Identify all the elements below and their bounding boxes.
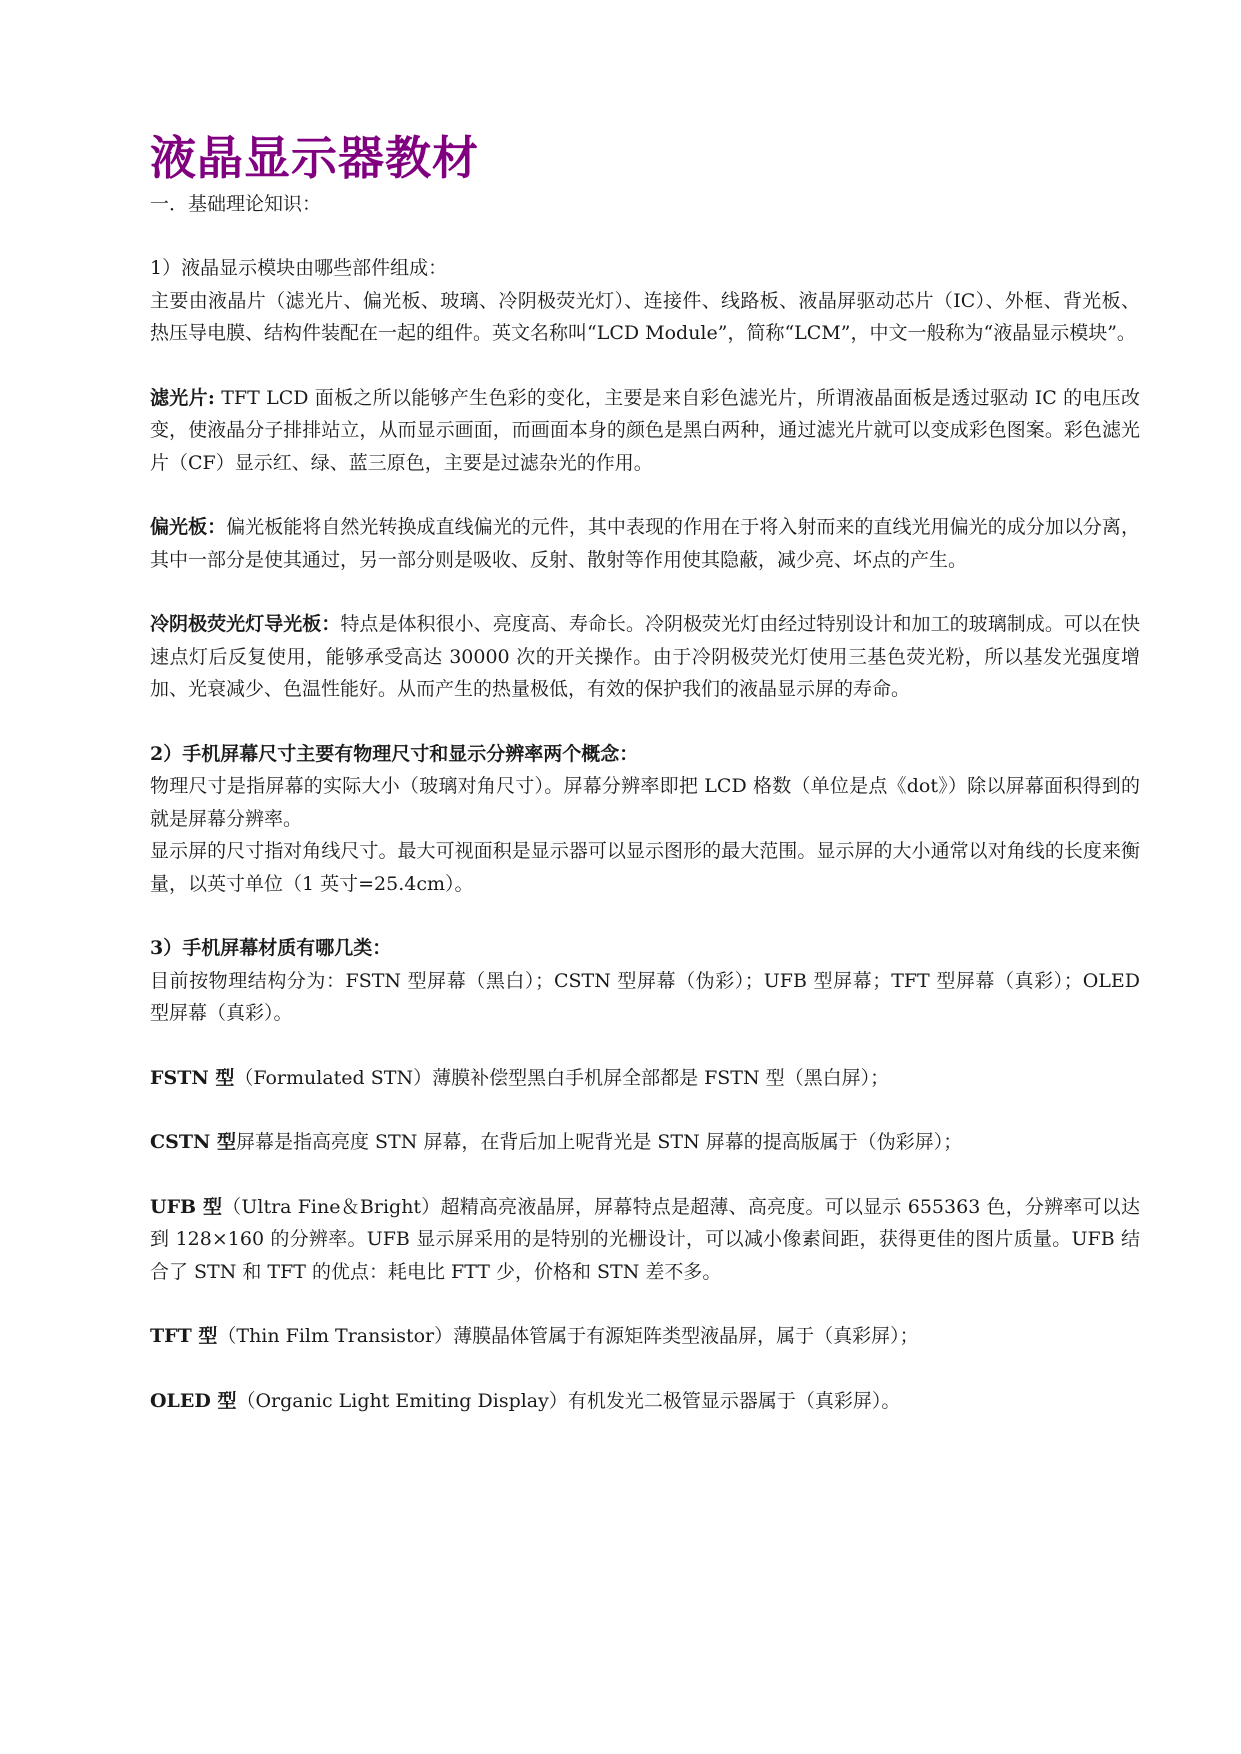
spacer	[150, 1159, 1140, 1191]
spacer	[150, 479, 1140, 511]
ufb-label: UFB 型	[150, 1195, 223, 1218]
question-2-heading: 2）手机屏幕尺寸主要有物理尺寸和显示分辨率两个概念：	[150, 742, 639, 765]
filter-label: 滤光片	[150, 386, 208, 409]
question-1-text: 主要由液晶片（滤光片、偏光板、玻璃、冷阴极荧光灯）、连接件、线路板、液晶屏驱动芯片（IC）、外框、背光板、热压导电膜、结构件装配在一起的组件。英文名称叫“LCD Module”，简称“LCM”，中文一般称为“液晶显示模块”。	[150, 289, 1140, 344]
fstn-label: FSTN 型	[150, 1066, 235, 1089]
tft-paragraph	[150, 1320, 1140, 1353]
oled-text: （Organic Light Emiting Display）有机发光二极管显示器属于（真彩屏）。	[236, 1389, 901, 1412]
ufb-text: （Ultra Fine＆Bright）超精高亮液晶屏，屏幕特点是超薄、高亮度。可以显示 655363 色，分辨率可以达到 128×160 的分辨率。UFB 显示屏采用的是特别的光栅设计，可以减小像素间距，获得更佳的图片质量。UFB 结合了 STN 和 TFT 的优点：耗电比 FTT 少，价格和 STN 差不多。	[150, 1195, 1140, 1283]
spacer	[150, 1288, 1140, 1320]
oled-label: OLED 型	[150, 1389, 237, 1412]
filter-text: TFT LCD 面板之所以能够产生色彩的变化，主要是来自彩色滤光片，所谓液晶面板是透过驱动 IC 的电压改变，使液晶分子排排站立，从而显示画面，而画面本身的颜色是黑白两种，通过滤光片就可以变成彩色图案。彩色滤光片（CF）显示红、绿、蓝三原色，主要是过滤杂光的作用。	[150, 386, 1140, 474]
spacer	[150, 900, 1140, 932]
spacer	[150, 1030, 1140, 1062]
document-title: 液晶显示器教材	[150, 131, 479, 185]
question-3-heading: 3）手机屏幕材质有哪几类：	[150, 937, 392, 959]
spacer	[150, 706, 1140, 738]
oled-paragraph	[150, 1385, 1140, 1418]
tft-label: TFT 型	[150, 1325, 218, 1347]
question-3-text: 目前按物理结构分为：FSTN 型屏幕（黑白）；CSTN 型屏幕（伪彩）；UFB 型屏幕；TFT 型屏幕（真彩）；OLED 型屏幕（真彩）。	[150, 969, 1140, 1024]
cstn-label: CSTN 型	[150, 1131, 236, 1153]
filter-paragraph	[150, 382, 1140, 480]
cstn-text: 屏幕是指高亮度 STN 屏幕，在背后加上呢背光是 STN 屏幕的提高版属于（伪彩屏）；	[235, 1131, 963, 1153]
polarizer-text: 偏光板能将自然光转换成直线偏光的元件，其中表现的作用在于将入射而来的直线光用偏光的成分加以分离，其中一部分是使其通过，另一部分则是吸收、反射、散射等作用使其隐蔽，减少亮、坏点的产生。	[150, 516, 1140, 571]
spacer	[150, 1094, 1140, 1126]
cstn-paragraph	[150, 1126, 1140, 1159]
ccfl-label: 冷阴极荧光灯导光板：	[150, 613, 341, 635]
ccfl-paragraph	[150, 608, 1140, 706]
spacer	[150, 1353, 1140, 1385]
fstn-paragraph	[150, 1062, 1140, 1095]
section-heading: 一．基础理论知识：	[150, 193, 322, 215]
polarizer-label: 偏光板：	[150, 516, 227, 538]
question-2-text-1: 物理尺寸是指屏幕的实际大小（玻璃对角尺寸）。屏幕分辨率即把 LCD 格数（单位是点《dot》）除以屏幕面积得到的就是屏幕分辨率。	[150, 775, 1140, 830]
spacer	[150, 220, 1140, 252]
fstn-text: （Formulated STN）薄膜补偿型黑白手机屏全部都是 FSTN 型（黑白屏）；	[234, 1066, 890, 1089]
document-page	[150, 128, 1140, 1417]
polarizer-paragraph	[150, 511, 1140, 576]
spacer	[150, 350, 1140, 382]
filter-separator: :	[207, 386, 215, 409]
tft-text: （Thin Film Transistor）薄膜晶体管属于有源矩阵类型液晶屏，属于（真彩屏）；	[217, 1325, 919, 1347]
ufb-paragraph	[150, 1191, 1140, 1289]
spacer	[150, 576, 1140, 608]
question-1-heading: 1）液晶显示模块由哪些部件组成：	[150, 257, 448, 279]
ccfl-text: 特点是体积很小、亮度高、寿命长。冷阴极荧光灯由经过特别设计和加工的玻璃制成。可以在快速点灯后反复使用，能够承受高达 30000 次的开关操作。由于冷阴极荧光灯使用三基色荧光粉，所以基发光强度增加、光衰减少、色温性能好。从而产生的热量极低，有效的保护我们的液晶显示屏的寿命。	[150, 613, 1140, 700]
question-2-text-2: 显示屏的尺寸指对角线尺寸。最大可视面积是显示器可以显示图形的最大范围。显示屏的大小通常以对角线的长度来衡量，以英寸单位（1 英寸=25.4cm）。	[150, 840, 1140, 895]
